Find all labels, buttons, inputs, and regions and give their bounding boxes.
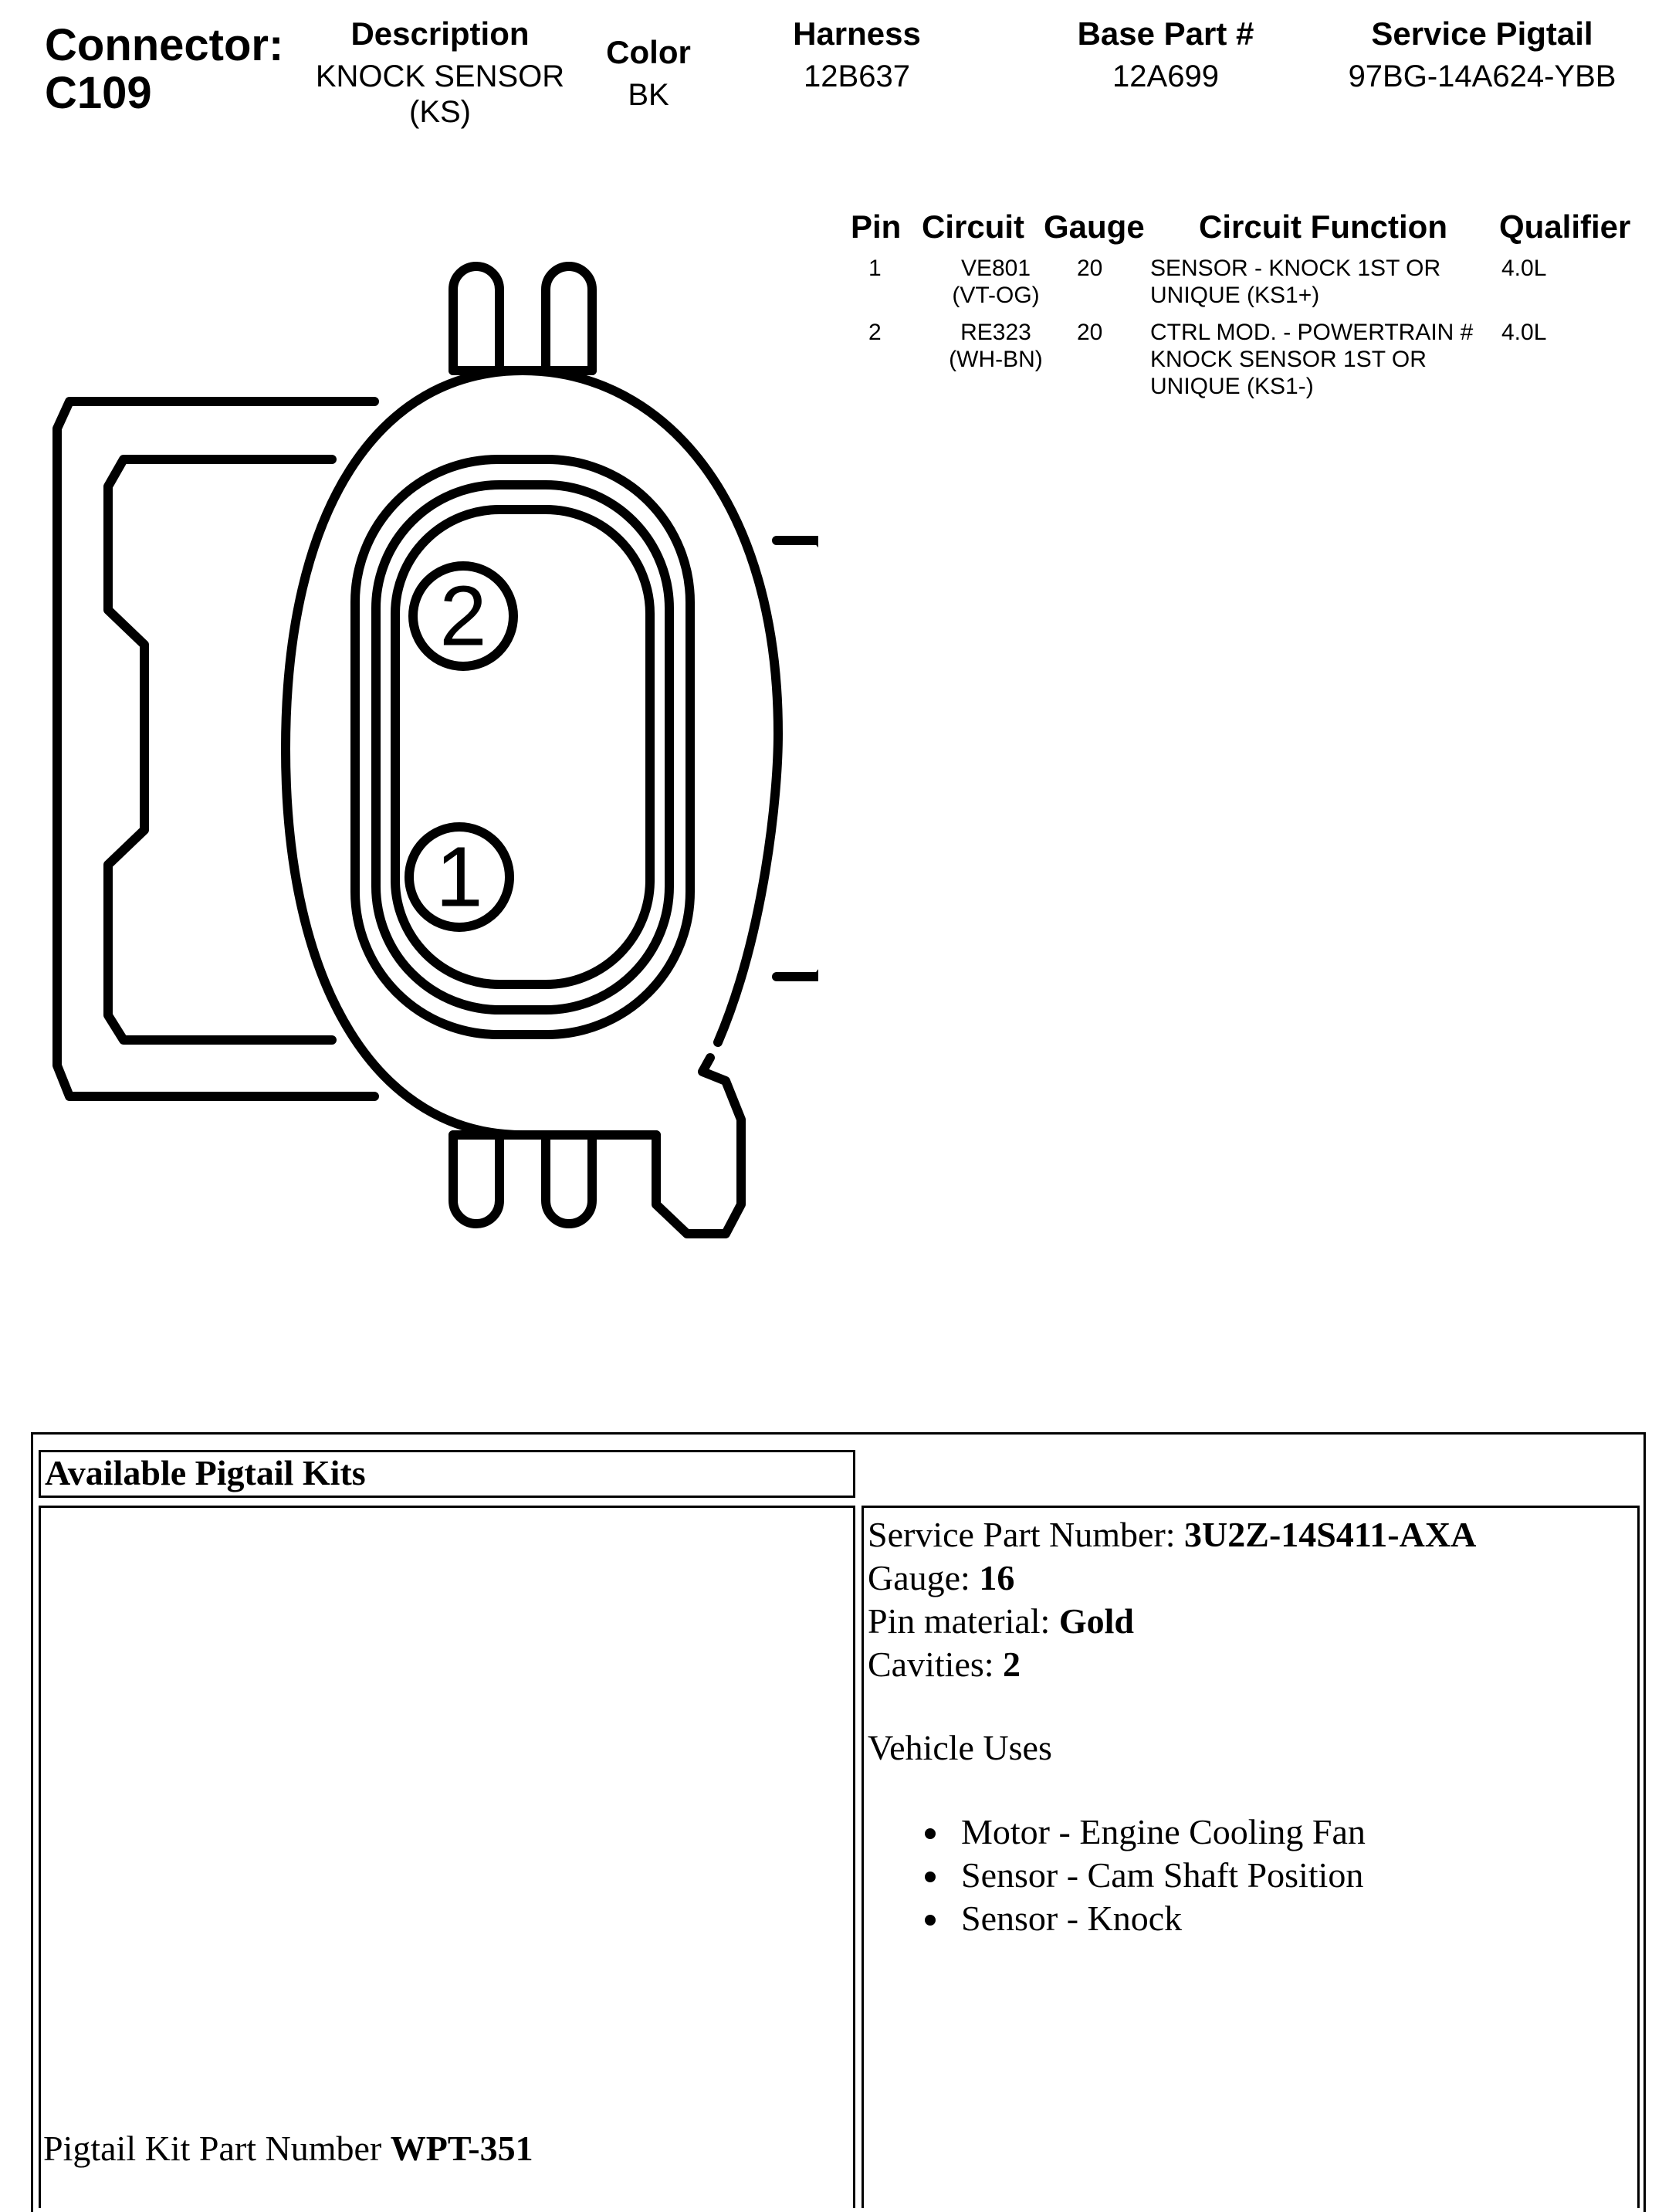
description-column [293, 15, 587, 130]
color-value: BK [628, 78, 669, 112]
pigtail-kit-image-cell [39, 1506, 855, 2208]
inner-ring-outer [355, 459, 690, 1035]
gauge-header: Gauge [1044, 208, 1145, 245]
bottom-tab-left [453, 1135, 499, 1224]
base-part-heading: Base Part # [1077, 15, 1254, 52]
description-value-line1: KNOCK SENSOR [315, 59, 565, 93]
cavities-line [868, 1643, 1476, 1686]
service-part-number-line [868, 1513, 1476, 1557]
pin-1-circuit-code: VE801 [960, 256, 1031, 281]
pin-2-circuit [919, 319, 1073, 373]
service-part-number-label: Service Part Number: [868, 1515, 1185, 1554]
top-tab-right [546, 266, 592, 371]
vehicle-use-text: Motor - Engine Cooling Fan [961, 1812, 1366, 1851]
service-pigtail-heading: Service Pigtail [1371, 15, 1593, 52]
pin-2-label: 2 [439, 568, 487, 664]
pin-2-function-line1: CTRL MOD. - POWERTRAIN # [1150, 320, 1474, 345]
pin-1-circuit [919, 255, 1073, 309]
circuit-header: Circuit [922, 208, 1025, 245]
pigtail-kit-details [868, 1513, 1476, 1770]
qualifier-header: Qualifier [1499, 208, 1631, 245]
pin-1-qualifier: 4.0L [1501, 256, 1547, 281]
harness-value: 12B637 [804, 59, 910, 93]
vehicle-use-text: Sensor - Cam Shaft Position [961, 1855, 1364, 1895]
vehicle-use-text: Sensor - Knock [961, 1899, 1183, 1938]
color-heading: Color [606, 34, 691, 70]
housing-inner [108, 459, 332, 1040]
service-part-number-value: 3U2Z-14S411-AXA [1184, 1515, 1477, 1554]
pin-1-function [1150, 255, 1440, 309]
connector-label: Connector: [45, 20, 284, 70]
base-part-value: 12A699 [1112, 59, 1219, 93]
pin-2-qualifier: 4.0L [1501, 320, 1547, 345]
description-value-line2: (KS) [409, 95, 471, 129]
pigtail-kit-part-number-label: Pigtail Kit Part Number [43, 2129, 391, 2168]
pin-2-circuit-color: (WH-BN) [949, 347, 1043, 372]
service-pigtail-column [1312, 15, 1652, 94]
pin-2-function-line2: KNOCK SENSOR 1ST OR [1150, 347, 1427, 372]
pin-2-function-line3: UNIQUE (KS1-) [1150, 374, 1314, 399]
pin-2-gauge: 20 [1077, 320, 1103, 345]
pin-header: Pin [851, 208, 902, 245]
vehicle-uses-heading: Vehicle Uses [868, 1728, 1052, 1767]
harness-heading: Harness [793, 15, 921, 52]
side-latch [777, 540, 818, 977]
gauge-value: 16 [979, 1558, 1015, 1597]
harness-column [741, 15, 973, 94]
cavities-value: 2 [1003, 1645, 1021, 1684]
pin-2-number: 2 [868, 320, 882, 345]
pin-material-value: Gold [1058, 1601, 1134, 1641]
pin-material-label: Pin material: [868, 1601, 1059, 1641]
pin-material-line [868, 1600, 1476, 1643]
base-part-column [1050, 15, 1281, 94]
pin-2-circuit-code: RE323 [960, 320, 1031, 345]
gauge-label: Gauge: [868, 1558, 980, 1597]
circuit-function-header: Circuit Function [1199, 208, 1447, 245]
pin-1-circuit-color: (VT-OG) [952, 283, 1040, 308]
list-item [919, 1811, 1366, 1854]
bullet-icon [925, 1828, 936, 1839]
connector-heading [45, 22, 283, 117]
pigtail-kit-part-number-value: WPT-351 [390, 2129, 533, 2168]
service-pigtail-value: 97BG-14A624-YBB [1348, 59, 1616, 93]
bottom-tab-right [546, 1135, 592, 1224]
pin-1-function-line2: UNIQUE (KS1+) [1150, 283, 1320, 308]
bullet-icon [925, 1872, 936, 1882]
connector-id: C109 [45, 68, 152, 118]
pigtail-kit-part-number-line [43, 2127, 533, 2170]
connector-face-diagram [46, 255, 818, 1258]
list-item [919, 1854, 1366, 1897]
color-column [587, 34, 710, 113]
pin-2-function [1150, 319, 1473, 400]
gauge-line [868, 1557, 1476, 1600]
pigtail-kits-title: Available Pigtail Kits [45, 1453, 366, 1492]
pin-1-number: 1 [868, 256, 882, 281]
top-tab-left [453, 266, 499, 371]
vehicle-uses-list [919, 1811, 1366, 1940]
key-tab [656, 1058, 741, 1234]
pin-1-function-line1: SENSOR - KNOCK 1ST OR [1150, 256, 1441, 281]
pin-1-label: 1 [435, 829, 483, 925]
inner-ring-middle [376, 485, 669, 1010]
description-heading: Description [350, 15, 530, 52]
pin-1-gauge: 20 [1077, 256, 1103, 281]
bullet-icon [925, 1915, 936, 1926]
cavities-label: Cavities: [868, 1645, 1004, 1684]
list-item [919, 1897, 1366, 1940]
